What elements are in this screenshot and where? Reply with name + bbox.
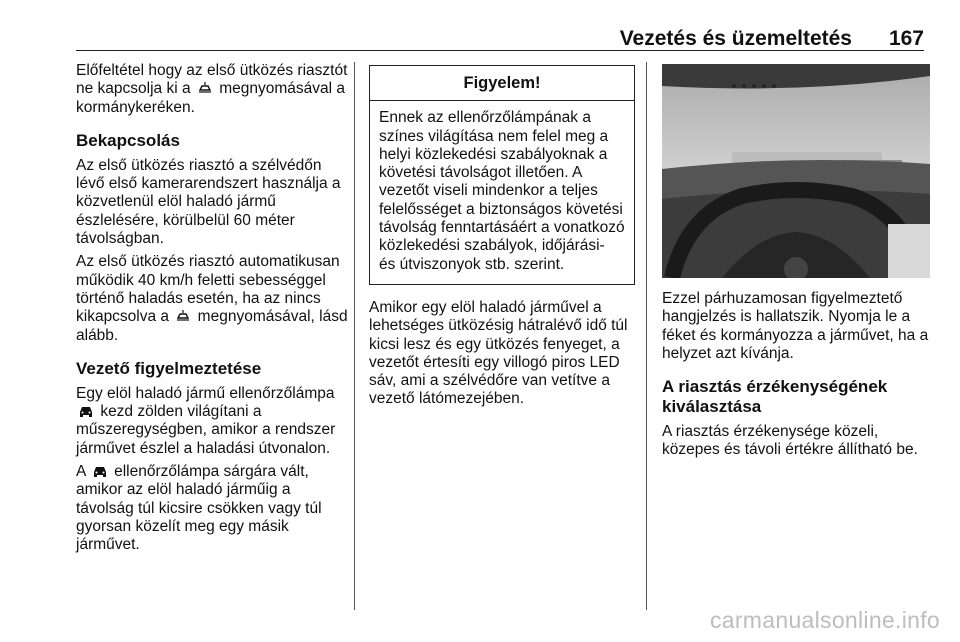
paragraph: Ezzel párhuzamosan figyelmeztető hangjelzés is hallatszik. Nyomja le a féket és kormányozza a járművet, ha a helyzet azt kívánja. [662, 290, 929, 362]
text: Az első ütközés riasztó automatikusan működik 40 km/h feletti sebességgel történő haladás esetén, ha az nincs kikapcsolva a [76, 253, 340, 326]
warning-box [369, 65, 635, 285]
text: megnyomásával a kormánykeréken. [76, 80, 346, 116]
paragraph [76, 385, 348, 458]
heading-driver-warning: Vezető figyelmeztetése [76, 358, 262, 378]
paragraph: Az első ütközés riasztó a szélvédőn lévő első kamerarendszert használja a közvetlenül elöl haladó jármű észlelésére, körülbelül 60 méter távolságban. [76, 156, 341, 248]
text: Előfeltétel hogy az első ütközés riasztót ne kapcsolja ki a [76, 62, 348, 98]
column-middle [369, 62, 635, 414]
vehicle-ahead-icon [92, 464, 108, 478]
text: megnyomásával, lásd alább. [76, 308, 348, 344]
column-divider [354, 62, 355, 610]
paragraph [76, 253, 348, 344]
watermark: carmanualsonline.info [709, 607, 940, 633]
page-header [76, 20, 924, 51]
warning-title: Figyelem! [370, 66, 634, 101]
warning-text: Ennek az ellenőrzőlámpának a színes világítása nem felel meg a helyi közlekedési szabályoknak a követési távolságot illetően. A vezetőt viseli mindenkor a teljes felelősséget a biztonságos követési távolság fenntartásáért a vonatkozó közlekedési szabályok, időjárási- és útviszonyok stb. szerint. [379, 109, 625, 273]
text: ellenőrzőlámpa sárgára vált, amikor az elöl haladó járműig a távolság túl kicsire csökken vagy túl gyorsan közelít meg egy másik járművet. [76, 463, 322, 554]
text: kezd zölden világítani a műszeregységben, amikor a rendszer járművet észlel a haladási útvonalon. [76, 403, 336, 457]
heading-activation: Bekapcsolás [76, 130, 180, 150]
car-distance-icon [197, 81, 213, 95]
paragraph [76, 463, 348, 554]
windshield-photo [662, 64, 930, 278]
page-number: 167 [888, 27, 924, 50]
column-right [662, 62, 930, 465]
heading-sensitivity: A riasztás érzékenységének kiválasztása [662, 377, 888, 417]
text: Egy elöl haladó jármű ellenőrzőlámpa [76, 384, 335, 402]
column-divider [646, 62, 647, 610]
car-distance-icon [175, 309, 191, 323]
column-left [76, 62, 348, 560]
page-title: Vezetés és üzemeltetés [619, 27, 852, 50]
paragraph: Amikor egy elöl haladó járművel a lehetséges ütközésig hátralévő idő túl kicsi lesz és egy ütközés fenyeget, a vezetőt értesíti egy villogó piros LED sáv, ami a szélvédőre van vetítve a vezető látómezejében. [369, 298, 628, 408]
paragraph [76, 62, 348, 117]
text: A [76, 463, 86, 481]
vehicle-ahead-icon [78, 404, 94, 418]
paragraph: A riasztás érzékenysége közeli, közepes és távoli értékre állítható be. [662, 423, 918, 459]
